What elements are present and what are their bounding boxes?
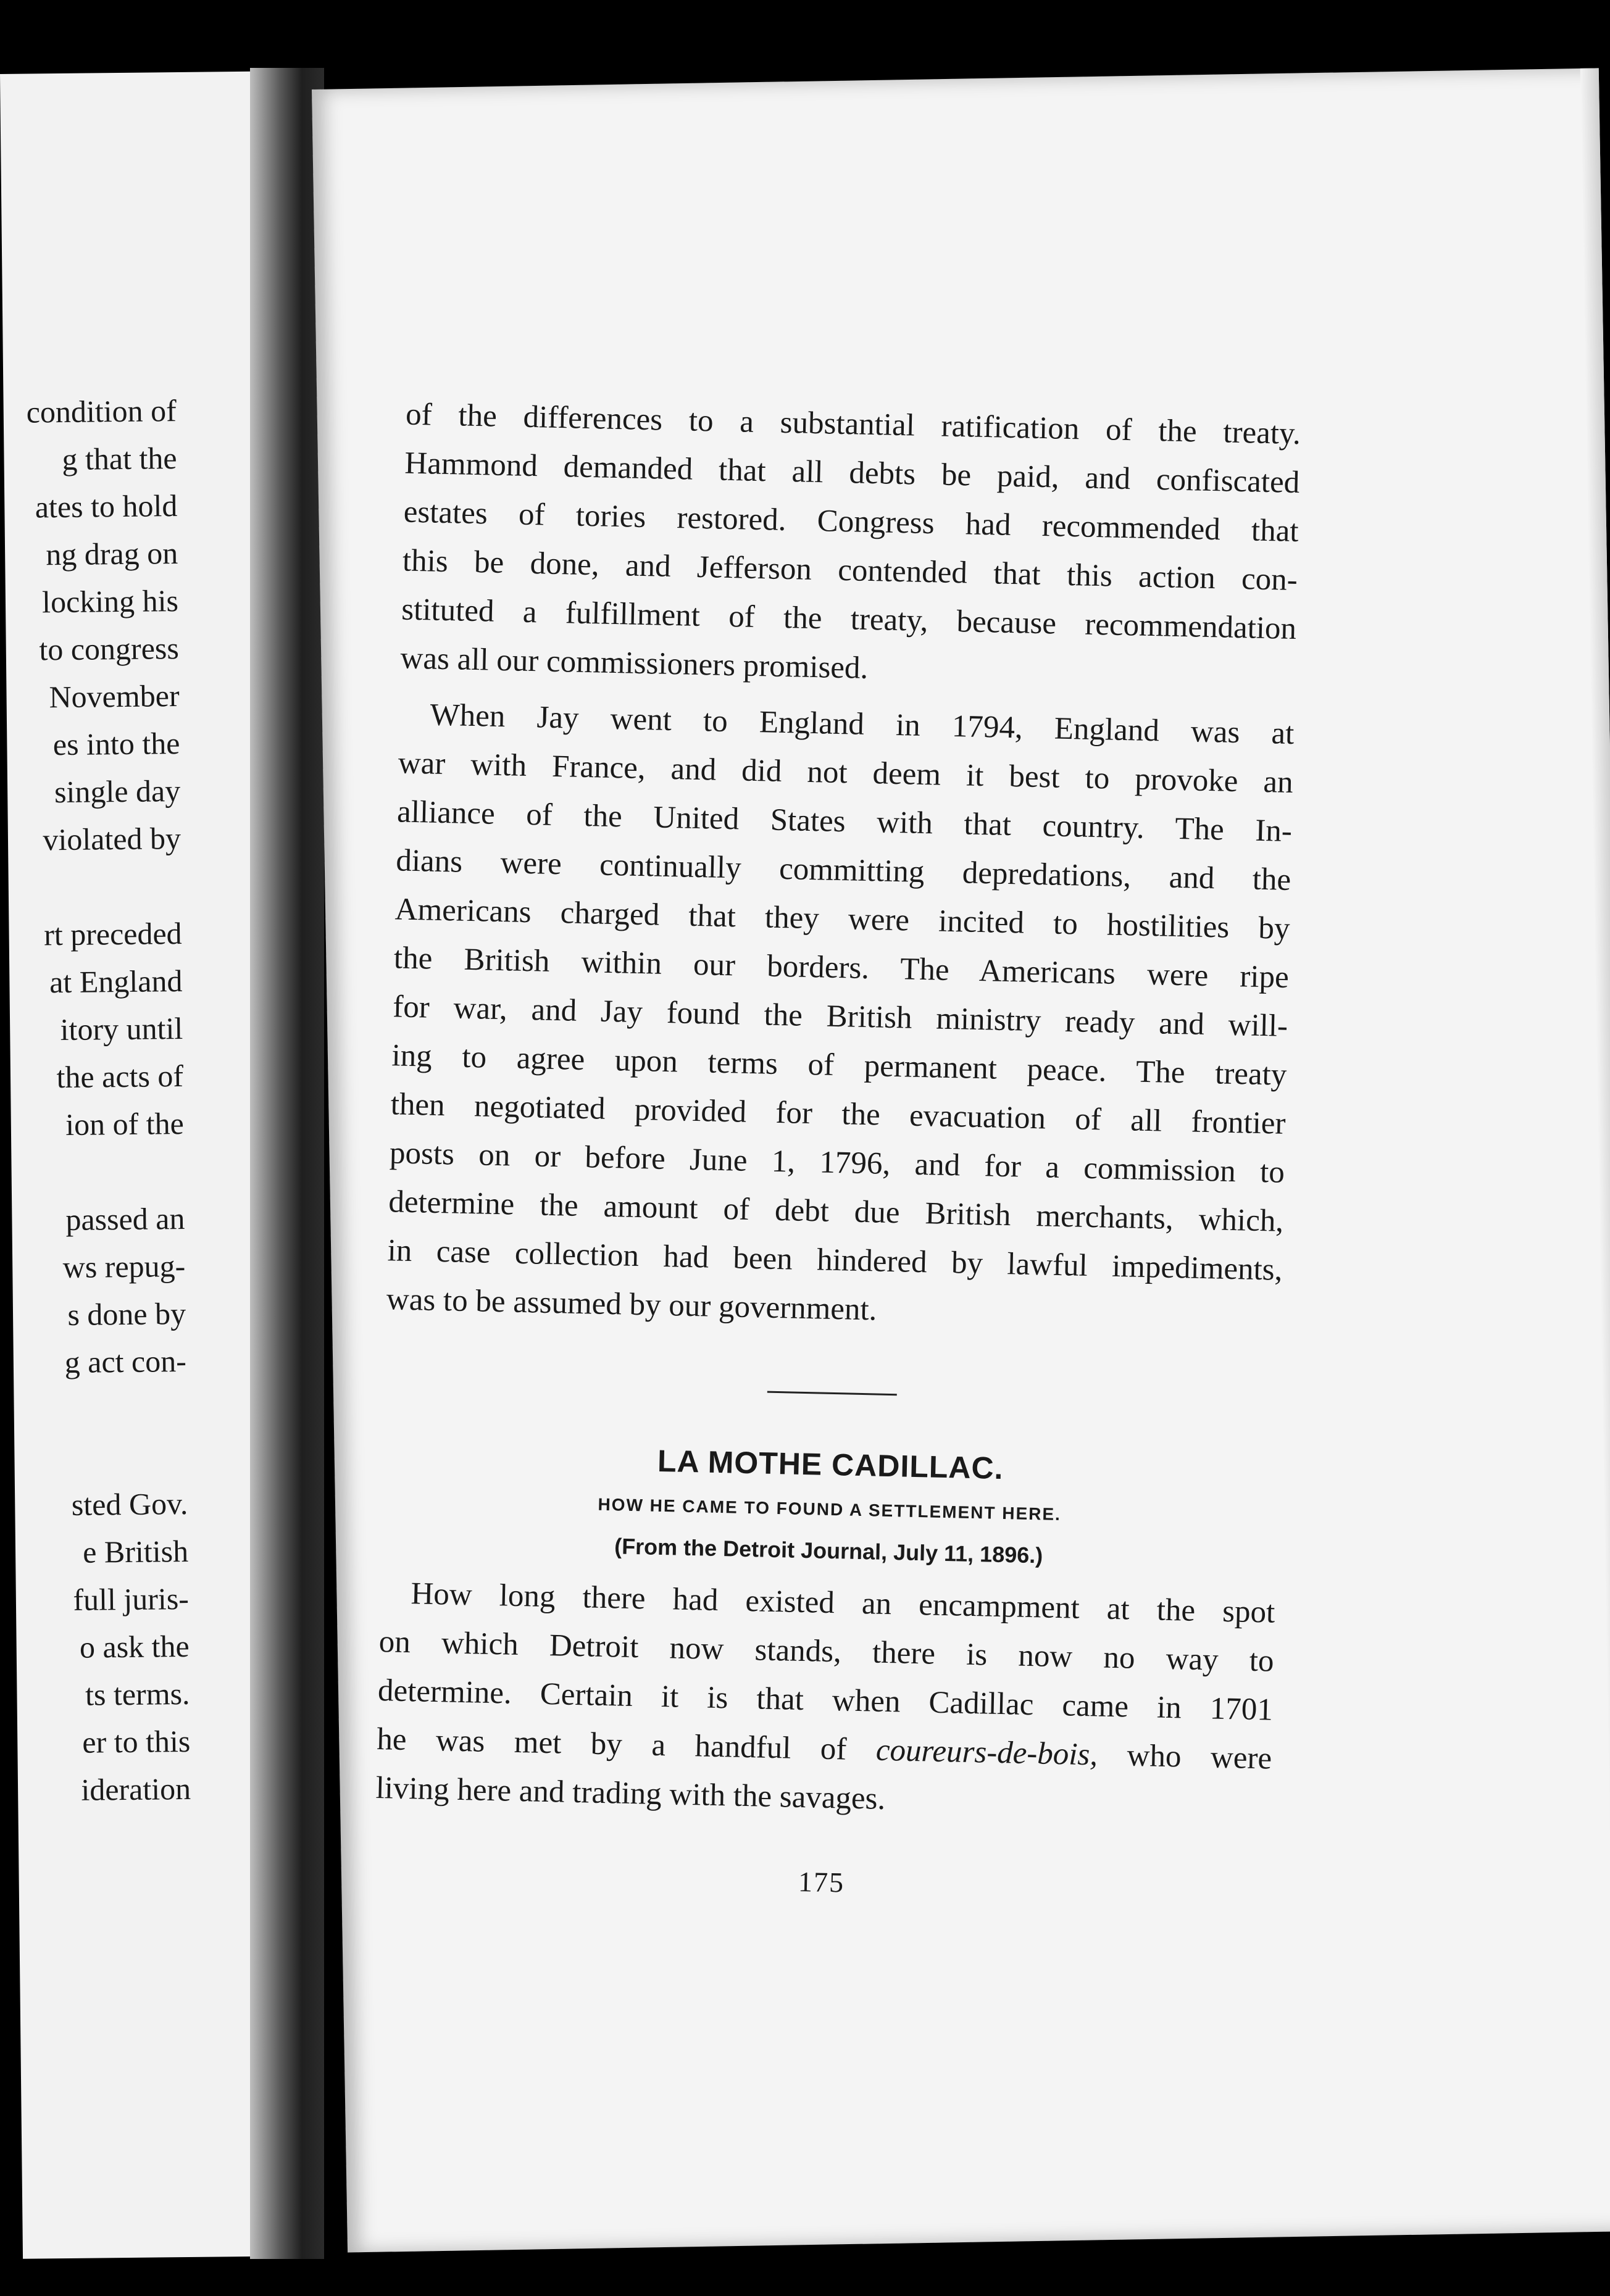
left-line: full juris-: [73, 1581, 190, 1617]
left-line: locking his: [41, 583, 179, 620]
left-page-text: [26, 387, 191, 1814]
text-line: then negotiated provided for the evacuation of all frontier: [390, 1087, 1287, 1141]
left-line: condition of: [26, 393, 177, 430]
text-fragment: who were: [1097, 1737, 1272, 1776]
left-line: o ask the: [79, 1628, 190, 1665]
text-line: determine the amount of debt due British merchants, which,: [388, 1184, 1284, 1239]
left-line: sted Gov.: [71, 1486, 188, 1522]
left-line: ng drag on: [46, 536, 178, 572]
text-line: was all our commissioners promised.: [400, 641, 869, 686]
left-line: ws repug-: [62, 1248, 186, 1285]
text-line: this be done, and Jefferson contended that this action con-: [402, 543, 1298, 598]
section-divider: [767, 1391, 897, 1396]
text-line: of the differences to a substantial ratification of the treaty.: [405, 397, 1301, 452]
page-content: [373, 391, 1301, 1908]
left-line: es into the: [52, 726, 180, 762]
left-line: itory until: [60, 1010, 183, 1047]
text-line: was to be assumed by our government.: [386, 1282, 877, 1328]
left-line: ates to hold: [35, 488, 178, 525]
left-line: er to this: [82, 1723, 191, 1760]
text-line: How long there had existed an encampment at the spot: [410, 1576, 1275, 1630]
left-line: passed an: [65, 1200, 185, 1237]
left-line: g act con-: [64, 1343, 187, 1380]
left-line: s done by: [67, 1296, 186, 1332]
text-line: the British within our borders. The Americans were ripe: [393, 941, 1290, 995]
text-line: Hammond demanded that all debts be paid, and confiscated: [404, 446, 1300, 501]
left-line: e British: [82, 1533, 189, 1570]
text-line: estates of tories restored. Congress had recommended that: [403, 494, 1299, 549]
left-line: at England: [49, 963, 183, 1000]
paragraph-3: [375, 1569, 1275, 1832]
left-line: rt preceded: [43, 915, 182, 952]
left-line: the acts of: [56, 1058, 184, 1095]
page-number: 175: [798, 1865, 845, 1899]
text-fragment: he was met by a handful of: [376, 1722, 877, 1768]
left-line: single day: [54, 773, 181, 810]
text-line: alliance of the United States with that country. The In-: [396, 794, 1293, 849]
left-line: November: [49, 678, 180, 715]
paragraph-1: [400, 391, 1301, 703]
text-line: dians were continually committing depredations, and the: [395, 843, 1291, 897]
text-line: on which Detroit now stands, there is now no way to: [378, 1624, 1275, 1679]
left-line: violated by: [43, 821, 181, 857]
text-line: for war, and Jay found the British ministry ready and will-: [392, 989, 1288, 1044]
text-line: stituted a fulfillment of the treaty, because recommendation: [401, 592, 1297, 647]
section-title: LA MOTHE CADILLAC.: [657, 1443, 1004, 1486]
text-line: determine. Certain it is that when Cadillac came in 1701: [377, 1673, 1274, 1728]
left-line: ion of the: [65, 1105, 185, 1142]
page-edge: [1580, 68, 1610, 2231]
text-line: When Jay went to England in 1794, England was at: [430, 697, 1295, 752]
section-subtitle: HOW HE CAME TO FOUND A SETTLEMENT HERE.: [598, 1494, 1062, 1524]
text-line: posts on or before June 1, 1796, and for a commission to: [389, 1136, 1285, 1190]
text-line: Americans charged that they were incited to hostilities by: [394, 892, 1291, 946]
text-line: war with France, and did not deem it best to provoke an: [398, 746, 1294, 801]
text-line: ing to agree upon terms of permanent peace. The treaty: [391, 1038, 1287, 1092]
text-line: in case collection had been hindered by lawful impediments,: [387, 1233, 1283, 1287]
italic-term: coureurs-de-bois,: [875, 1732, 1098, 1773]
right-page: [312, 68, 1610, 2252]
book-gutter: [250, 68, 324, 2259]
source-citation: (From the Detroit Journal, July 11, 1896.): [614, 1533, 1043, 1568]
left-line: ideration: [81, 1771, 191, 1807]
text-line: living here and trading with the savages.: [375, 1770, 886, 1816]
paragraph-2: [386, 690, 1295, 1343]
left-line: ts terms.: [85, 1676, 190, 1712]
left-line: to congress: [39, 631, 180, 667]
left-line: g that the: [62, 441, 177, 476]
